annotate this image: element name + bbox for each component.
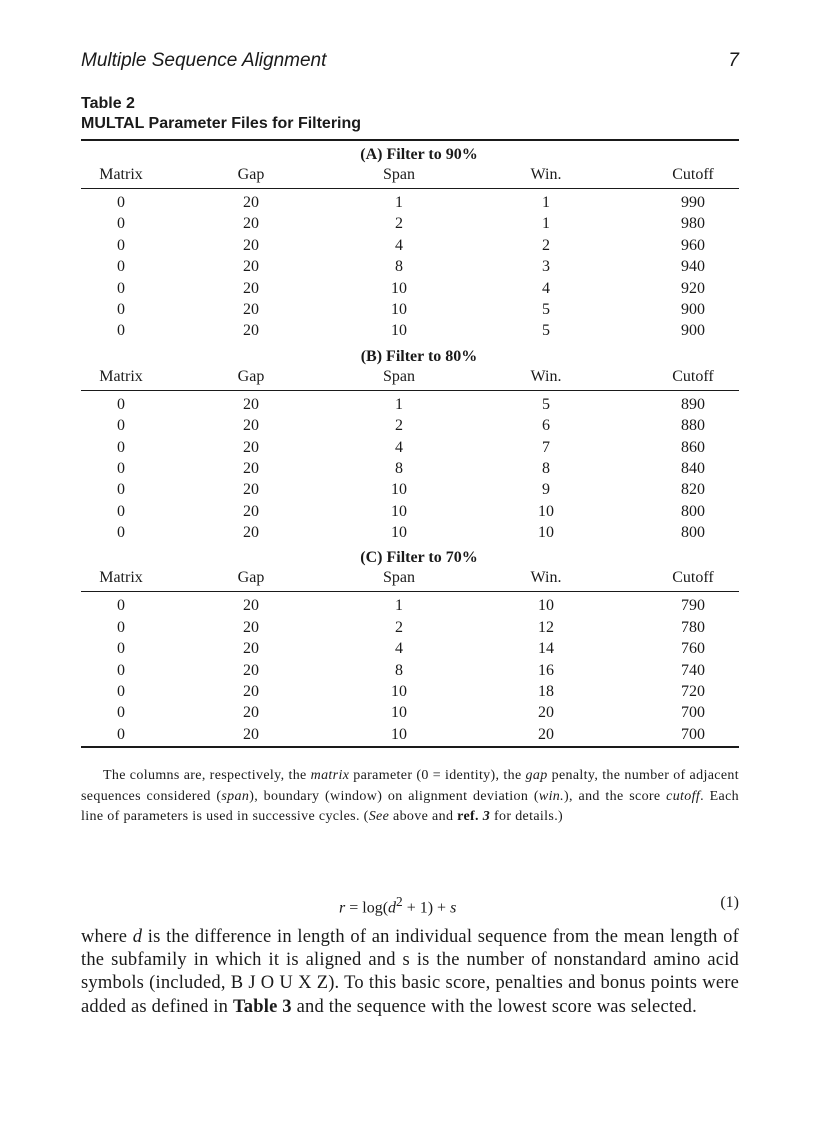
cell-gap: 20 xyxy=(243,459,259,477)
cell-win: 5 xyxy=(542,395,550,413)
table-bottom-rule xyxy=(81,746,739,748)
cell-win: 10 xyxy=(538,597,554,615)
cell-matrix: 0 xyxy=(117,661,125,679)
cell-cutoff: 840 xyxy=(681,459,705,477)
table-row xyxy=(81,416,739,437)
column-header-span: Span xyxy=(383,367,415,385)
cell-matrix: 0 xyxy=(117,597,125,615)
cell-win: 8 xyxy=(542,459,550,477)
cell-cutoff: 790 xyxy=(681,597,705,615)
cell-span: 8 xyxy=(395,459,403,477)
footnote-text: above and xyxy=(389,809,458,824)
column-header-span: Span xyxy=(383,166,415,183)
cell-win: 1 xyxy=(542,194,550,211)
section-body xyxy=(81,189,739,343)
table-caption xyxy=(81,94,361,134)
cell-cutoff: 740 xyxy=(681,661,705,679)
cell-span: 4 xyxy=(395,236,403,254)
running-title: Multiple Sequence Alignment xyxy=(81,50,327,71)
cell-win: 14 xyxy=(538,640,554,658)
body-paragraph xyxy=(81,926,739,1019)
cell-win: 3 xyxy=(542,258,550,276)
table-row xyxy=(81,725,739,746)
eq-var-r: r xyxy=(339,899,346,917)
table-row xyxy=(81,257,739,278)
table-row xyxy=(81,480,739,501)
body-text: is the difference in length of an individual sequence from the mean length of the subfamily in which it is aligned and s is the number of nonstandard amino acid symbols (included, B J O U X Z). To this basic score, penalties and bonus points were added as defined in xyxy=(81,927,739,1017)
cell-cutoff: 820 xyxy=(681,481,705,499)
cell-span: 10 xyxy=(391,300,407,318)
cell-span: 10 xyxy=(391,524,407,542)
cell-span: 10 xyxy=(391,704,407,722)
cell-matrix: 0 xyxy=(117,417,125,435)
column-header-win: Win. xyxy=(530,569,562,587)
cell-matrix: 0 xyxy=(117,481,125,499)
cell-gap: 20 xyxy=(243,640,259,658)
cell-gap: 20 xyxy=(243,279,259,297)
eq-text: + 1) + xyxy=(402,899,451,917)
cell-win: 12 xyxy=(538,618,554,636)
cell-cutoff: 990 xyxy=(681,194,705,211)
table-row xyxy=(81,502,739,523)
cell-matrix: 0 xyxy=(117,236,125,254)
cell-win: 6 xyxy=(542,417,550,435)
footnote-text: . Each line of parameters is used in successive cycles. ( xyxy=(81,788,739,824)
eq-exponent: 2 xyxy=(396,894,403,909)
cell-span: 1 xyxy=(395,597,403,615)
table-row xyxy=(81,639,739,660)
cell-span: 1 xyxy=(395,395,403,413)
cell-win: 9 xyxy=(542,481,550,499)
cell-win: 20 xyxy=(538,725,554,743)
cell-cutoff: 960 xyxy=(681,236,705,254)
cell-cutoff: 700 xyxy=(681,704,705,722)
footnote-gap: gap xyxy=(525,768,548,783)
cell-span: 8 xyxy=(395,258,403,276)
cell-cutoff: 760 xyxy=(681,640,705,658)
cell-win: 16 xyxy=(538,661,554,679)
cell-gap: 20 xyxy=(243,704,259,722)
footnote-matrix: matrix xyxy=(310,768,350,783)
cell-span: 4 xyxy=(395,640,403,658)
cell-cutoff: 980 xyxy=(681,215,705,233)
table-label: Table 2 xyxy=(81,95,135,112)
equation-number: (1) xyxy=(720,894,739,911)
section-body xyxy=(81,391,739,545)
column-header-gap: Gap xyxy=(237,569,265,587)
cell-gap: 20 xyxy=(243,524,259,542)
footnote-text: ), boundary (window) on alignment deviation ( xyxy=(249,788,539,804)
table-3-reference: Table 3 xyxy=(232,996,292,1017)
cell-cutoff: 720 xyxy=(681,683,705,701)
cell-matrix: 0 xyxy=(117,215,125,233)
body-var-d: d xyxy=(132,927,143,947)
footnote-text: ), and the score xyxy=(564,788,667,804)
cell-matrix: 0 xyxy=(117,524,125,542)
table-row xyxy=(81,596,739,617)
cell-win: 10 xyxy=(538,502,554,520)
cell-span: 4 xyxy=(395,438,403,456)
column-header-row xyxy=(81,568,739,591)
table-row xyxy=(81,459,739,480)
eq-var-d: d xyxy=(388,899,397,917)
table-row xyxy=(81,661,739,682)
equation-1 xyxy=(81,894,739,916)
cell-matrix: 0 xyxy=(117,502,125,520)
table-sections xyxy=(81,141,739,746)
cell-span: 10 xyxy=(391,279,407,297)
page-number: 7 xyxy=(728,50,739,71)
cell-gap: 20 xyxy=(243,502,259,520)
cell-span: 10 xyxy=(391,683,407,701)
column-header-gap: Gap xyxy=(237,367,265,385)
column-header-row xyxy=(81,367,739,390)
cell-span: 10 xyxy=(391,502,407,520)
cell-win: 20 xyxy=(538,704,554,722)
footnote-ref: ref. xyxy=(457,809,483,824)
table-row xyxy=(81,300,739,321)
cell-matrix: 0 xyxy=(117,395,125,413)
cell-cutoff: 900 xyxy=(681,300,705,318)
cell-matrix: 0 xyxy=(117,683,125,701)
cell-gap: 20 xyxy=(243,438,259,456)
cell-matrix: 0 xyxy=(117,704,125,722)
cell-span: 10 xyxy=(391,481,407,499)
running-header xyxy=(81,50,739,74)
cell-cutoff: 860 xyxy=(681,438,705,456)
column-header-cutoff: Cutoff xyxy=(672,367,714,385)
cell-span: 10 xyxy=(391,322,407,340)
footnote-cutoff: cutoff xyxy=(666,788,701,804)
cell-gap: 20 xyxy=(243,258,259,276)
body-text: where xyxy=(81,927,133,947)
table-row xyxy=(81,682,739,703)
cell-win: 2 xyxy=(542,236,550,254)
cell-matrix: 0 xyxy=(117,438,125,456)
cell-span: 10 xyxy=(391,725,407,743)
table-row xyxy=(81,438,739,459)
cell-win: 4 xyxy=(542,279,550,297)
footnote-text: penalty, the number of adjacent sequences considered ( xyxy=(81,768,739,804)
cell-span: 2 xyxy=(395,215,403,233)
parameter-table xyxy=(81,139,739,748)
cell-gap: 20 xyxy=(243,215,259,233)
table-row xyxy=(81,236,739,257)
cell-matrix: 0 xyxy=(117,640,125,658)
cell-span: 1 xyxy=(395,194,403,211)
cell-cutoff: 780 xyxy=(681,618,705,636)
column-header-win: Win. xyxy=(530,166,562,183)
column-header-span: Span xyxy=(383,569,415,587)
table-row xyxy=(81,214,739,235)
table-row xyxy=(81,193,739,214)
column-header-gap: Gap xyxy=(237,166,265,183)
footnote-span: span xyxy=(221,788,250,804)
cell-gap: 20 xyxy=(243,661,259,679)
cell-gap: 20 xyxy=(243,618,259,636)
footnote-text: parameter (0 = identity), the xyxy=(349,768,526,783)
cell-matrix: 0 xyxy=(117,194,125,211)
cell-gap: 20 xyxy=(243,597,259,615)
cell-span: 8 xyxy=(395,661,403,679)
body-text: and the sequence with the lowest score was selected. xyxy=(291,996,697,1017)
cell-win: 5 xyxy=(542,322,550,340)
table-footnote xyxy=(81,766,739,828)
cell-matrix: 0 xyxy=(117,279,125,297)
column-header-cutoff: Cutoff xyxy=(672,569,714,587)
equation-expression xyxy=(339,894,456,917)
cell-matrix: 0 xyxy=(117,258,125,276)
cell-win: 5 xyxy=(542,300,550,318)
cell-win: 18 xyxy=(538,683,554,701)
cell-gap: 20 xyxy=(243,395,259,413)
cell-span: 2 xyxy=(395,417,403,435)
eq-text: = log( xyxy=(345,899,389,917)
footnote-ref-number: 3 xyxy=(482,809,491,824)
cell-win: 10 xyxy=(538,524,554,542)
cell-gap: 20 xyxy=(243,481,259,499)
cell-matrix: 0 xyxy=(117,459,125,477)
cell-gap: 20 xyxy=(243,322,259,340)
section-title: (B) Filter to 80% xyxy=(360,347,478,365)
section-title: (A) Filter to 90% xyxy=(360,146,478,163)
cell-cutoff: 890 xyxy=(681,395,705,413)
cell-gap: 20 xyxy=(243,194,259,211)
cell-win: 7 xyxy=(542,438,550,456)
column-header-matrix: Matrix xyxy=(99,569,143,587)
cell-cutoff: 940 xyxy=(681,258,705,276)
footnote-text: The columns are, respectively, the xyxy=(103,768,311,783)
cell-matrix: 0 xyxy=(117,300,125,318)
cell-cutoff: 800 xyxy=(681,524,705,542)
table-title: MULTAL Parameter Files for Filtering xyxy=(81,115,362,132)
cell-cutoff: 700 xyxy=(681,725,705,743)
column-header-cutoff: Cutoff xyxy=(672,166,714,183)
cell-matrix: 0 xyxy=(117,322,125,340)
footnote-see: See xyxy=(368,809,390,824)
column-header-row xyxy=(81,165,739,188)
table-row xyxy=(81,279,739,300)
cell-span: 2 xyxy=(395,618,403,636)
cell-cutoff: 880 xyxy=(681,417,705,435)
cell-cutoff: 900 xyxy=(681,322,705,340)
table-row xyxy=(81,523,739,544)
table-row xyxy=(81,618,739,639)
footnote-text: for details.) xyxy=(490,809,564,824)
cell-gap: 20 xyxy=(243,683,259,701)
section-title: (C) Filter to 70% xyxy=(360,549,478,567)
column-header-win: Win. xyxy=(530,367,562,385)
cell-cutoff: 920 xyxy=(681,279,705,297)
table-row xyxy=(81,395,739,416)
cell-win: 1 xyxy=(542,215,550,233)
cell-matrix: 0 xyxy=(117,618,125,636)
cell-gap: 20 xyxy=(243,417,259,435)
cell-gap: 20 xyxy=(243,725,259,743)
cell-gap: 20 xyxy=(243,236,259,254)
table-row xyxy=(81,703,739,724)
section-body xyxy=(81,592,739,746)
column-header-matrix: Matrix xyxy=(99,367,143,385)
cell-cutoff: 800 xyxy=(681,502,705,520)
column-header-matrix: Matrix xyxy=(99,166,143,183)
eq-var-s: s xyxy=(450,899,457,917)
cell-matrix: 0 xyxy=(117,725,125,743)
cell-gap: 20 xyxy=(243,300,259,318)
table-row xyxy=(81,321,739,342)
footnote-win: win. xyxy=(538,788,565,804)
